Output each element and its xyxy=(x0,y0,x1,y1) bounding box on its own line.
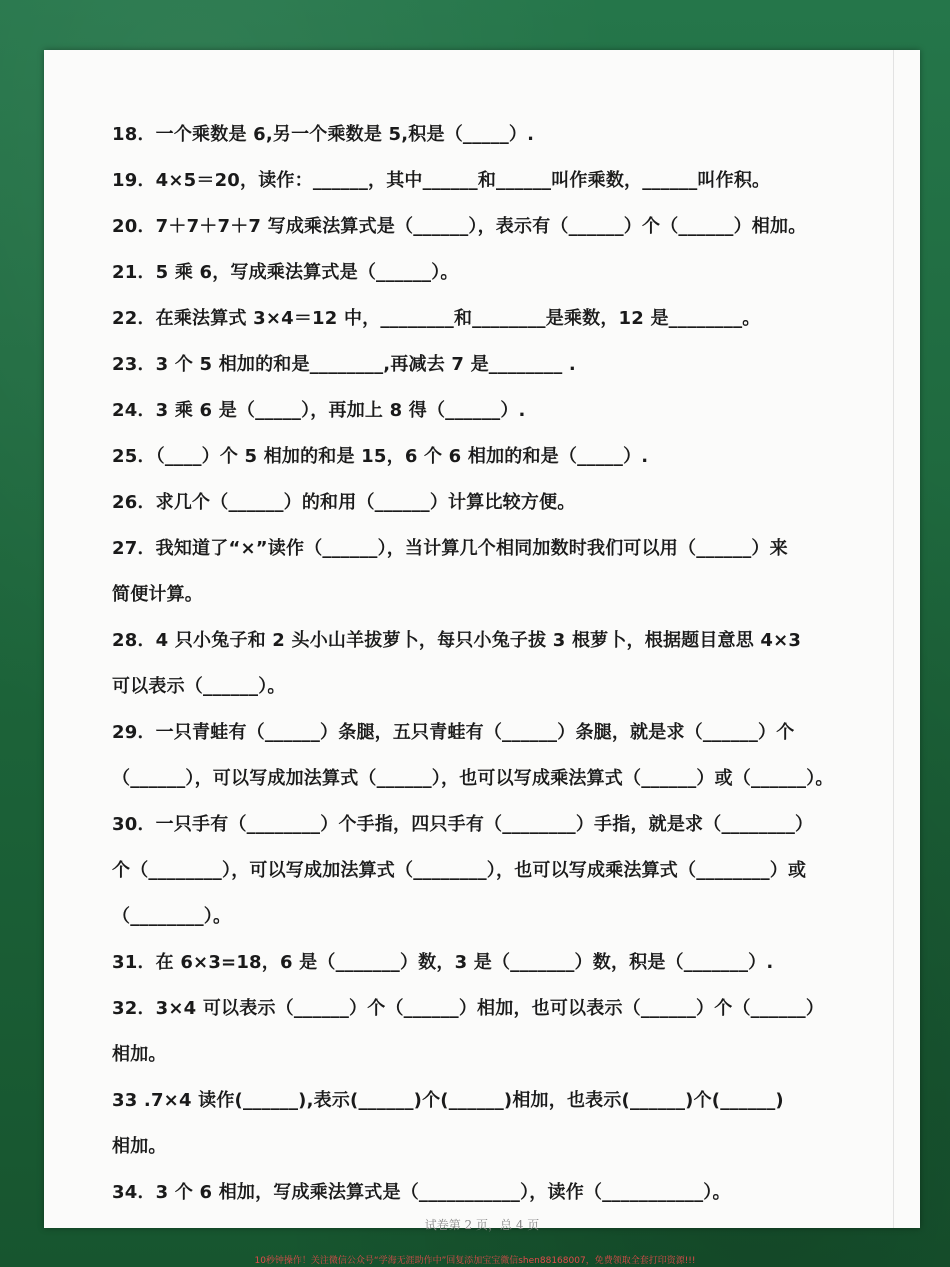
question-18: 18．一个乘数是 6,另一个乘数是 5,积是（_____）. xyxy=(112,124,535,145)
question-29: 29．一只青蛙有（______）条腿，五只青蛙有（______）条腿，就是求（______）个 xyxy=(112,722,795,743)
question-33: 33 .7×4 读作(______),表示(______)个(______)相加，也表示(______)个(______) xyxy=(112,1090,784,1111)
question-20: 20．7＋7＋7＋7 写成乘法算式是（______），表示有（______）个（______）相加。 xyxy=(112,216,807,237)
question-26: 26．求几个（______）的和用（______）计算比较方便。 xyxy=(112,492,576,513)
question-30-continued-2: （________）。 xyxy=(112,906,232,927)
question-28-continued: 可以表示（______）。 xyxy=(112,676,286,697)
question-32: 32．3×4 可以表示（______）个（______）相加，也可以表示（______）个（______） xyxy=(112,998,825,1019)
question-21: 21．5 乘 6，写成乘法算式是（______）。 xyxy=(112,262,459,283)
question-28: 28．4 只小兔子和 2 头小山羊拔萝卜，每只小兔子拔 3 根萝卜，根据题目意思 4×3 xyxy=(112,630,802,651)
question-33-continued: 相加。 xyxy=(112,1136,167,1157)
question-27: 27．我知道了“×”读作（______），当计算几个相同加数时我们可以用（______）来 xyxy=(112,538,788,559)
promo-banner: 10秒钟操作！关注微信公众号“学海无涯助作中”回复添加宝宝微信shen88168007，免费领取全套打印资源!!! xyxy=(254,1256,696,1266)
question-22: 22．在乘法算式 3×4＝12 中，________和________是乘数，12 是________。 xyxy=(112,308,761,329)
worksheet-page xyxy=(44,50,920,1232)
question-34: 34．3 个 6 相加，写成乘法算式是（___________），读作（___________）。 xyxy=(112,1182,731,1203)
question-30: 30．一只手有（________）个手指，四只手有（________）手指，就是求（________） xyxy=(112,814,814,835)
question-23: 23．3 个 5 相加的和是________,再减去 7 是________ . xyxy=(112,354,576,375)
question-27-continued: 简便计算。 xyxy=(112,584,203,605)
page-number-footer: 试卷第 2 页，总 4 页 xyxy=(424,1218,540,1232)
question-31: 31．在 6×3=18，6 是（_______）数，3 是（_______）数，积是（_______）. xyxy=(112,952,774,973)
question-19: 19．4×5＝20，读作：______，其中______和______叫作乘数，______叫作积。 xyxy=(112,170,771,191)
question-24: 24．3 乘 6 是（_____），再加上 8 得（______）. xyxy=(112,400,526,421)
question-list xyxy=(112,112,872,1216)
question-29-continued: （______），可以写成加法算式（______），也可以写成乘法算式（______）或（______）。 xyxy=(112,768,834,789)
question-25: 25．（____）个 5 相加的和是 15，6 个 6 相加的和是（_____）. xyxy=(112,446,649,467)
question-32-continued: 相加。 xyxy=(112,1044,167,1065)
question-30-continued: 个（________），可以写成加法算式（________），也可以写成乘法算式（________）或 xyxy=(112,860,807,881)
